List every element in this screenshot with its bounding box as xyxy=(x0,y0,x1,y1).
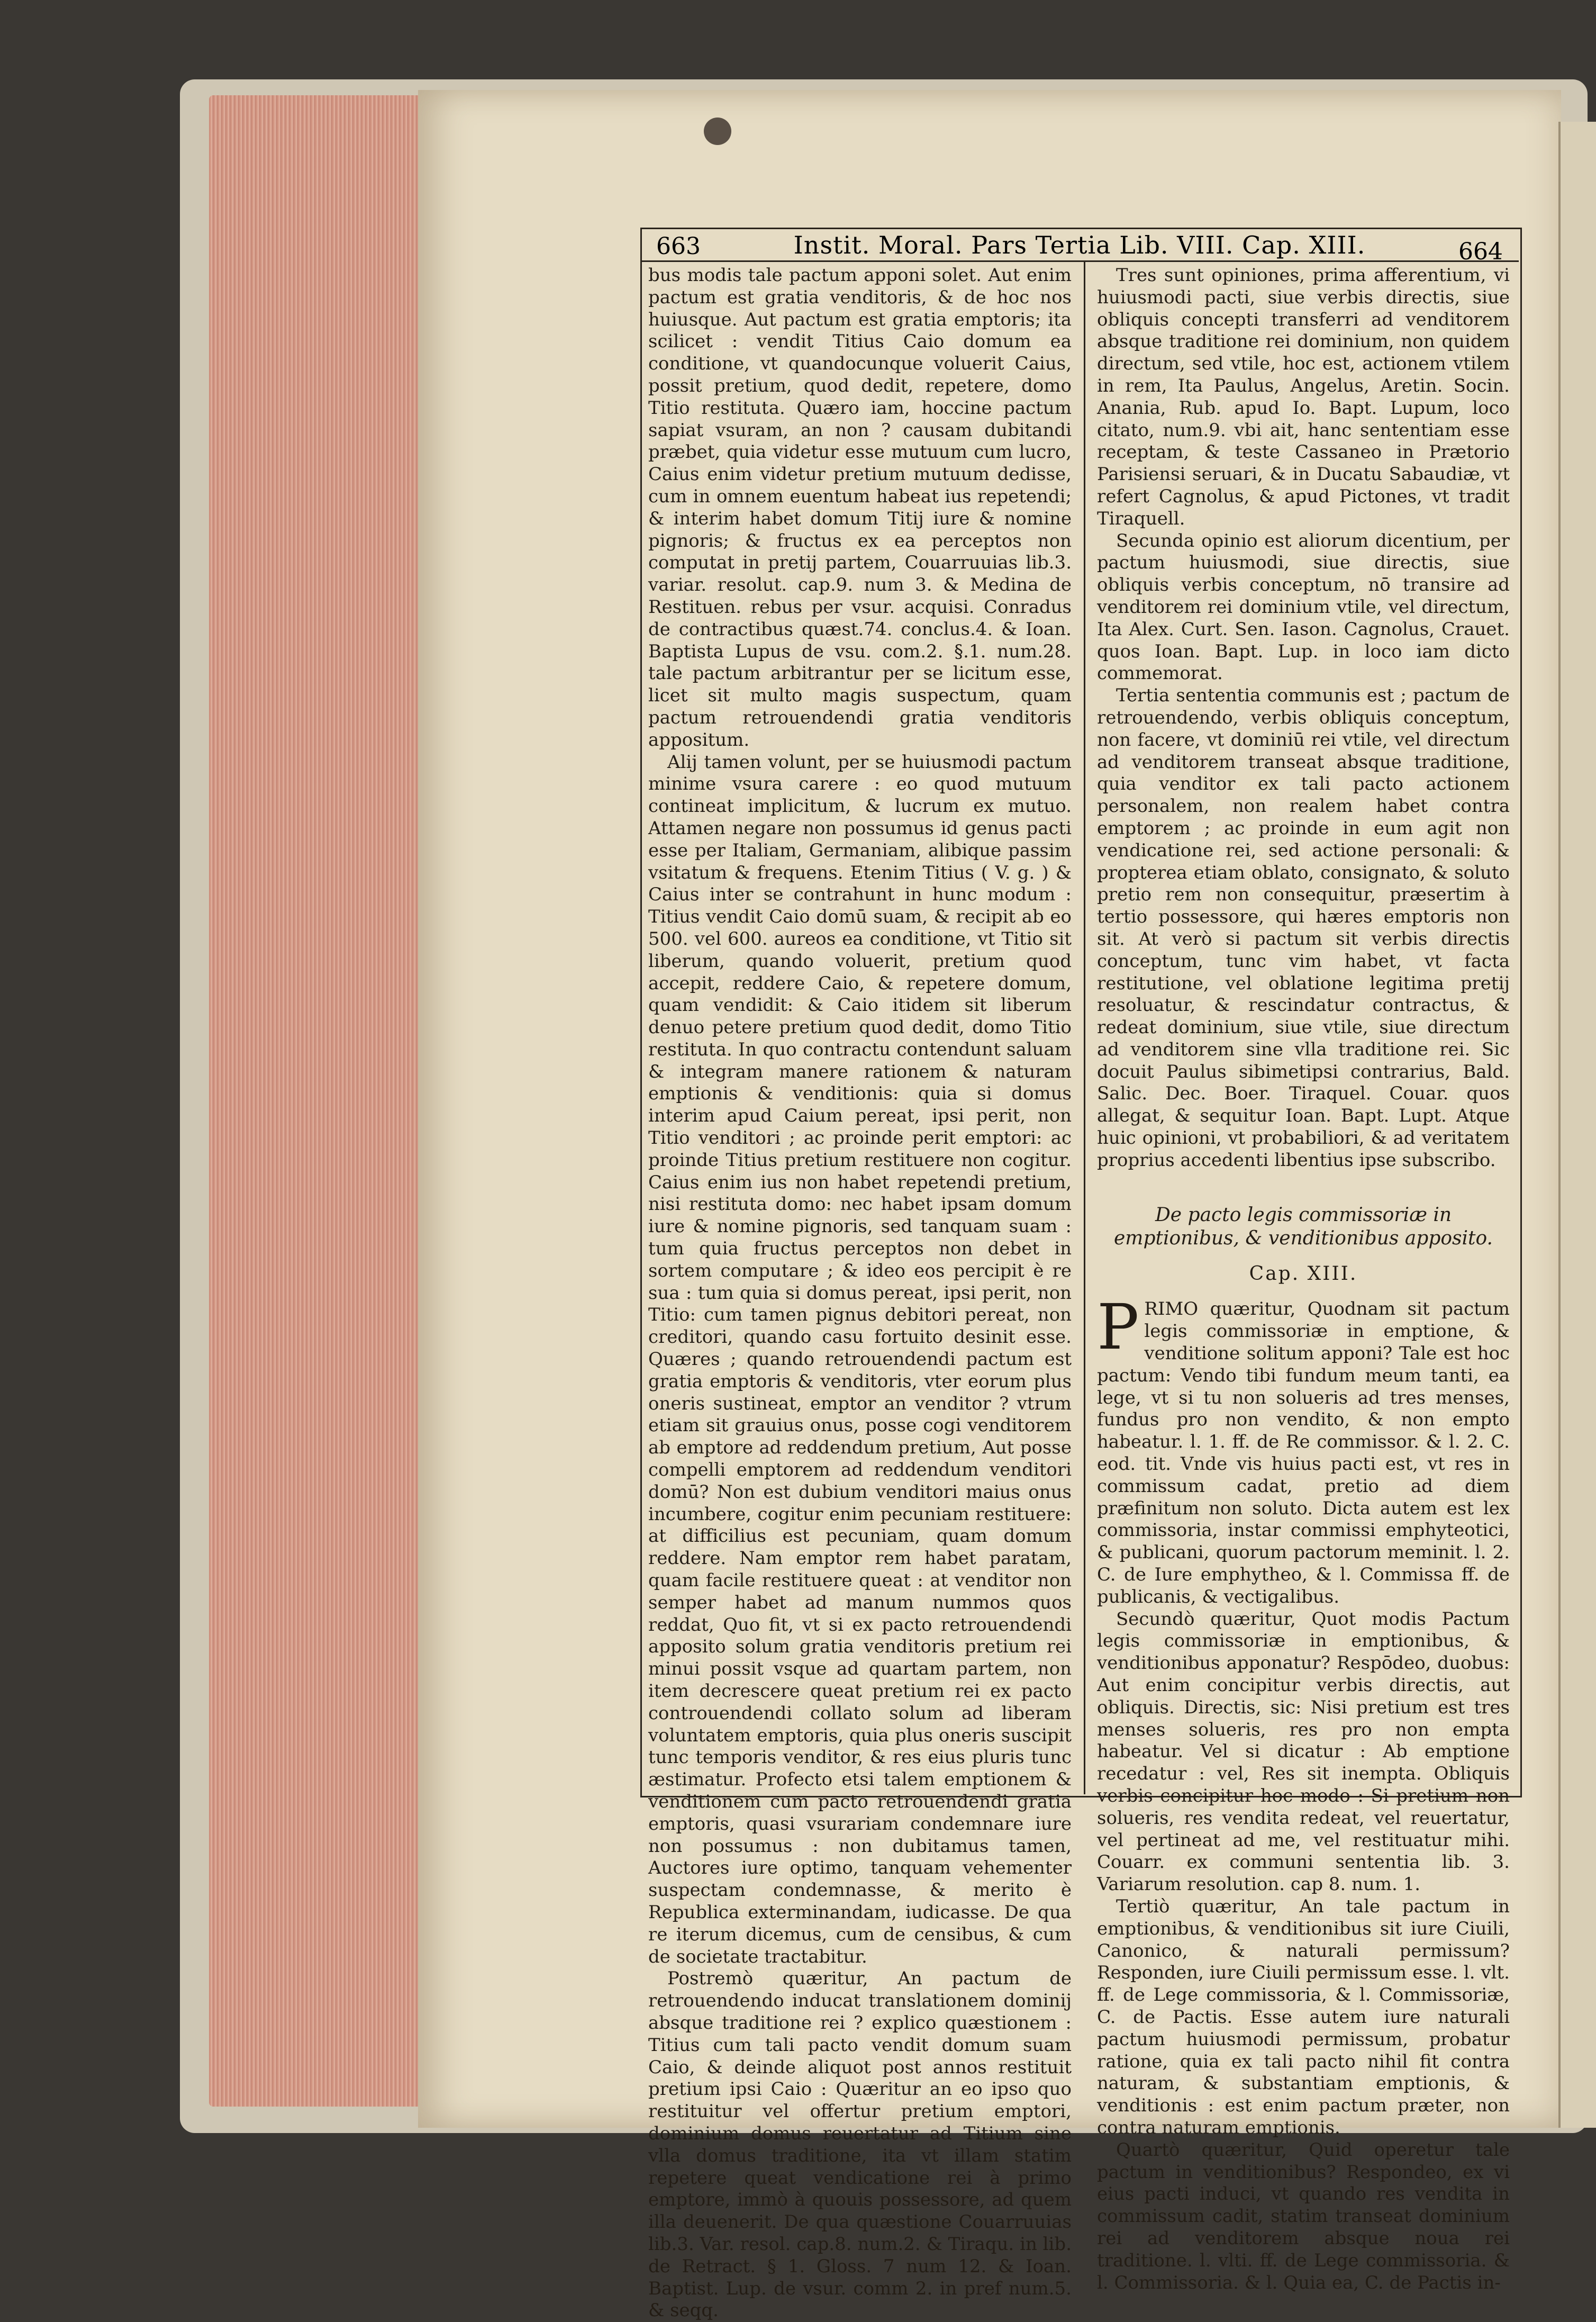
paragraph: Secunda opinio est aliorum dicentium, per pactum huiusmodi, siue directis, siue obliquis verbis conceptum, nō transire ad venditorem rei dominium vtile, vel directum, Ita Alex. Curt. Sen. Iason. Cagnolus, Crauet. quos Ioan. Bapt. Lup. in loco iam dicto commemorat. xyxy=(1097,530,1510,684)
paragraph: Tertia sententia communis est ; pactum de retrouendendo, verbis obliquis conceptum, non facere, vt dominiū rei vtile, vel directum ad venditorem transeat absque traditione, quia venditor ex tali pacto actionem personalem, non realem habet contra emptorem ; ac proinde in eum agit non vendicatione rei, sed actione personali: & propterea etiam oblato, consignato, & soluto pretio rem non consequitur, præsertim à tertio possessore, qui hæres emptoris non sit. At verò si pactum sit verbis directis conceptum, tunc vim habet, vt facta restitutione, vel oblatione legitima pretij resoluatur, & rescindatur contractus, & redeat dominium, siue vtile, siue directum ad venditorem sine vlla traditione rei. Sic docuit Paulus sibimetipsi contrarius, Bald. Salic. Dec. Boer. Tiraquel. Couar. quos allegat, & sequitur Ioan. Bapt. Lupt. Atque huic opinioni, vt probabiliori, & ad veritatem proprius accedenti libentius ipse subscribo. xyxy=(1097,685,1510,1171)
running-head-title: Instit. Moral. Pars Tertia Lib. VIII. Cap. XIII. xyxy=(793,231,1366,259)
paragraph: Tertiò quæritur, An tale pactum in emptionibus, & venditionibus sit iure Ciuili, Canonico, & naturali permissum? Responden, iure Ciuili permissum esse. l. vlt. ff. de Lege commissoria, & l. Commissoriæ, C. de Pactis. Esse autem iure naturali pactum huiusmodi permissum, probatur ratione, quia ex tali pacto nihil fit contra naturam, & substantiam emptionis, & venditionis : est enim pactum præter, non contra naturam emptionis. xyxy=(1097,1895,1510,2138)
running-head xyxy=(640,229,1519,265)
left-column xyxy=(648,265,1072,2321)
chapter-title: De pacto legis commissoriæ in emptionibus, & venditionibus apposito. xyxy=(1114,1204,1493,1249)
paragraph: Secundò quæritur, Quot modis Pactum legis commissoriæ in emptionibus, & venditionibus apponatur? Respōdeo, duobus: Aut enim concipitur verbis directis, aut obliquis. Directis, sic: Nisi pretium est tres menses solueris, res pro non empta habeatur. Vel si dicatur : Ab emptione recedatur : vel, Res sit inempta. Obliquis verbis concipitur hoc modo : Si pretium non solueris, res vendita redeat, vel reuertatur, vel pertineat ad me, vel restituatur mihi. Couarr. ex communi sententia lib. 3. Variarum resolution. cap 8. num. 1. xyxy=(1097,1608,1510,1895)
paragraph-with-dropcap xyxy=(1097,1290,1510,1608)
paragraph: Alij tamen volunt, per se huiusmodi pactum minime vsura carere : eo quod mutuum contineat implicitum, & lucrum ex mutuo. Attamen negare non possumus id genus pacti esse per Italiam, Germaniam, alibique passim vsitatum & frequens. Etenim Titius ( V. g. ) & Caius inter se contrahunt in hunc modum : Titius vendit Caio domū suam, & recipit ab eo 500. vel 600. aureos ea conditione, vt Titio sit liberum, quando voluerit, pretium quod accepit, reddere Caio, & repetere domum, quam vendidit: & Caio itidem sit liberum denuo petere pretium quod dedit, domo Titio restituta. In quo contractu contendunt saluam & integram manere rationem & naturam emptionis & venditionis: quia si domus interim apud Caium pereat, ipsi perit, non Titio venditori ; ac proinde perit emptori: ac proinde Titius pretium restituere non cogitur. Caius enim ius non habet repetendi pretium, nisi restituta domo: nec habet ipsam domum iure & nomine pignoris, sed tanquam suam : tum quia fructus perceptos non debet in sortem computare ; & ideo eos percipit è re sua : tum quia si domus pereat, ipsi perit, non Titio: cum tamen pignus debitori pereat, non creditori, quando casu fortuito desinit esse. Quæres ; quando retrouendendi pactum est gratia emptoris & venditoris, vter eorum plus oneris sustineat, emptor an venditor ? vtrum etiam sit grauius onus, posse cogi venditorem ab emptore ad reddendum pretium, Aut posse compelli emptorem ad reddendum venditori domū? Non est dubium venditori maius onus incumbere, cogitur enim pecuniam restituere: at difficilius est pecuniam, quam domum reddere. Nam emptor rem habet paratam, quam facile restituere queat : at venditor non semper habet ad manum nummos quos reddat, Quo fit, vt si ex pacto retrouendendi apposito solum gratia venditoris pretium rei minui possit vsque ad quartam partem, non item decrescere queat pretium rei ex pacto controuendendi collato solum ad liberam voluntatem emptoris, quia plus oneris suscipit tunc temporis venditor, & res eius pluris tunc æstimatur. Profecto etsi talem emptionem & venditionem cum pacto retrouendendi gratia emptoris, quasi vsurariam condemnare iure non possumus : non dubitamus tamen, Auctores iure optimo, tanquam vehementer suspectam condemnasse, & merito è Republica exterminandam, iudicasse. De qua re iterum dicemus, cum de censibus, & cum de societate tractabitur. xyxy=(648,751,1072,1967)
paragraph: Tres sunt opiniones, prima afferentium, vi huiusmodi pacti, siue verbis directis, siue obliquis concepti transferri ad venditorem absque traditione rei dominium, non quidem directum, sed vtile, hoc est, actionem vtilem in rem, Ita Paulus, Angelus, Aretin. Socin. Anania, Rub. apud Io. Bapt. Lupum, loco citato, num.9. vbi ait, hanc sententiam esse receptam, & teste Cassaneo in Prætorio Parisiensi seruari, & in Ducatu Sabaudiæ, vt refert Cagnolus, & apud Pictones, vt tradit Tiraquell. xyxy=(1097,265,1510,529)
paragraph: Quartò quæritur, Quid operetur tale pactum in venditionibus? Respondeo, ex vi eius pacti induci, vt quando res vendita in commissum cadit, statim transeat dominium rei ad venditorem absque noua rei traditione. l. vlti. ff. de Lege commissoria. & l. Commissoria. & l. Quia ea, C. de Pactis in- xyxy=(1097,2139,1510,2293)
paragraph: bus modis tale pactum apponi solet. Aut enim pactum est gratia venditoris, & de hoc nos huiusque. Aut pactum est gratia emptoris; ita scilicet : vendit Titius Caio domum ea conditione, vt quandocunque voluerit Caius, possit pretium, quod dedit, repetere, domo Titio restituta. Quæro iam, hoccine pactum sapiat vsuram, an non ? causam dubitandi præbet, quia videtur esse mutuum cum lucro, Caius enim videtur pretium mutuum dedisse, cum in omnem euentum habeat ius repetendi; & interim habet domum Titij iure & nomine pignoris; & fructus ex ea perceptos non computat in pretij partem, Couarruuias lib.3. variar. resolut. cap.9. num 3. & Medina de Restituen. rebus per vsur. acquisi. Conradus de contractibus quæst.74. conclus.4. & Ioan. Baptista Lupus de vsu. com.2. §.1. num.28. tale pactum arbitrantur per se licitum esse, licet sit multo magis suspectum, quam pactum retrouendendi gratia venditoris appositum. xyxy=(648,265,1072,751)
paper-hole xyxy=(704,118,731,145)
paragraph-text: RIMO quæritur, Quodnam sit pactum legis commissoriæ in emptione, & venditione solitum apponi? Tale est hoc pactum: Vendo tibi fundum meum tanti, ea lege, vt si tu non solueris ad tres menses, fundus pro non vendito, & non empto habeatur. l. 1. ff. de Re commissor. & l. 2. C. eod. tit. Vnde vis huius pacti est, vt res in commissum cadat, pretio ad diem præfinitum non soluto. Dicta autem est lex commissoria, instar commissi emphyteotici, & publicani, quorum pactorum meminit. l. 2. C. de Iure emphytheo, & l. Commissa ff. de publicanis, & vectigalibus. xyxy=(1097,1298,1510,1607)
drop-cap: P xyxy=(1097,1290,1139,1364)
right-column xyxy=(1097,265,1510,2293)
column-rule xyxy=(1084,260,1085,1794)
page-number-right: 664 xyxy=(1458,238,1503,265)
page-number-left: 663 xyxy=(656,233,701,260)
chapter-number: Cap. XIII. xyxy=(1249,1262,1358,1285)
header-rule xyxy=(640,260,1519,262)
facing-page-edge xyxy=(1558,122,1596,2128)
paragraph: Postremò quæritur, An pactum de retrouendendo inducat translationem dominij absque traditione rei ? explico quæstionem : Titius cum tali pacto vendit domum suam Caio, & deinde aliquot post annos restituit pretium ipsi Caio : Quæritur an eo ipso quo restituitur vel offertur pretium emptori, dominium domus reuertatur ad Titium sine vlla domus traditione, ita vt illam statim repetere queat vendicatione rei à primo emptore, immò à quouis possessore, ad quem illa deuenerit. De qua quæstione Couarruuias lib.3. Var. resol. cap.8. num.2. & Tiraqu. in lib. de Retract. § 1. Gloss. 7 num 12. & Ioan. Baptist. Lup. de vsur. comm 2. in pref num.5. & seqq. xyxy=(648,1968,1072,2321)
red-fore-edge xyxy=(209,95,437,2107)
